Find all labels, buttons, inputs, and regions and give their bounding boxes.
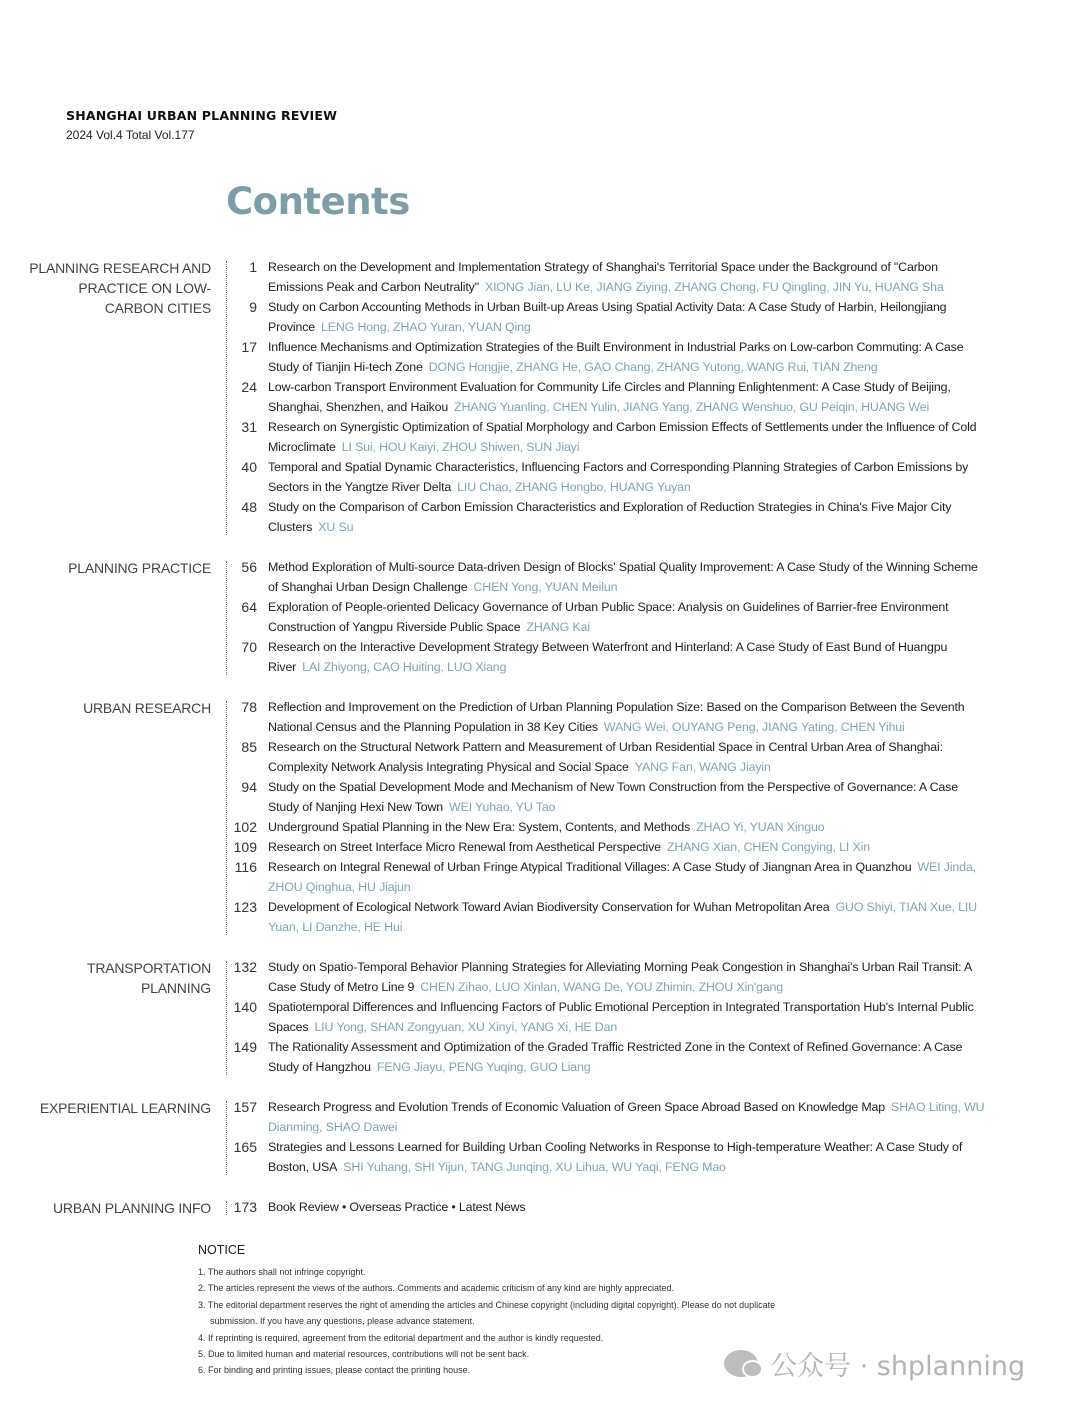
page-number: 64 — [241, 599, 257, 615]
entry-text — [268, 817, 990, 837]
entry-text — [268, 417, 990, 457]
page-number: 94 — [241, 779, 257, 795]
section-label: TRANSPORTATION PLANNING — [87, 960, 211, 996]
toc-entry[interactable] — [230, 297, 990, 337]
article-authors: WEI Yuhao, YU Tao — [449, 800, 556, 814]
toc-entry[interactable] — [230, 257, 990, 297]
page-number: 17 — [241, 339, 257, 355]
page-number: 165 — [233, 1139, 257, 1155]
article-authors: XU Su — [318, 520, 354, 534]
toc-entry[interactable] — [230, 997, 990, 1037]
article-authors: SHI Yuhang, SHI Yijun, TANG Junqing, XU Lihua, WU Yaqi, FENG Mao — [343, 1160, 726, 1174]
notice-item: submission. If you have any questions, please advance statement. — [210, 1316, 475, 1327]
section-divider — [226, 1101, 227, 1175]
article-authors: CHEN Yong, YUAN Meilun — [473, 580, 618, 594]
watermark — [724, 1344, 1025, 1383]
entry-text — [268, 1137, 990, 1177]
article-authors: LENG Hong, ZHAO Yuran, YUAN Qing — [321, 320, 531, 334]
page-number: 24 — [241, 379, 257, 395]
entry-text — [268, 957, 990, 997]
page-number: 78 — [241, 699, 257, 715]
page-number: 56 — [241, 559, 257, 575]
article-title: Influence Mechanisms and Optimization Strategies of the Built Environment in Industrial Parks on Low-carbon Commuting: A Case Study of Tianjin Hi-tech Zone — [268, 340, 964, 374]
article-title: Study on the Spatial Development Mode and Mechanism of New Town Construction from the Perspective of Governance: A Case Study of Nanjing Hexi New Town — [268, 780, 958, 814]
entry-text — [268, 997, 990, 1037]
article-authors: WANG Wei, OUYANG Peng, JIANG Yating, CHEN Yihui — [603, 720, 905, 734]
article-authors: WEI Jinda, ZHOU Qinghua, HU Jiajun — [268, 860, 976, 894]
section-label: PLANNING RESEARCH AND PRACTICE ON LOW-CARBON CITIES — [29, 260, 211, 316]
article-authors: ZHANG Yuanling, CHEN Yulin, JIANG Yang, ZHANG Wenshuo, GU Peiqin, HUANG Wei — [454, 400, 930, 414]
entry-text — [268, 1037, 990, 1077]
article-title: Research Progress and Evolution Trends of Economic Valuation of Green Space Abroad Based on Knowledge Map — [268, 1100, 886, 1114]
article-title: Study on Spatio-Temporal Behavior Planning Strategies for Alleviating Morning Peak Congestion in Shanghai's Urban Rail Transit: A Case Study of Metro Line 9 — [268, 960, 972, 994]
toc-entry[interactable] — [230, 897, 990, 937]
article-title: Low-carbon Transport Environment Evaluation for Community Life Circles and Planning Enlightenment: A Case Study of Beijing, Shanghai, Shenzhen, and Haikou — [268, 380, 951, 414]
entry-text — [268, 557, 990, 597]
entry-text — [268, 837, 990, 857]
article-title: Exploration of People-oriented Delicacy Governance of Urban Public Space: Analysis on Guidelines of Barrier-free Environment Construction of Yangpu Riverside Public Space — [268, 600, 949, 634]
entry-text — [268, 497, 990, 537]
notice-item: 3. The editorial department reserves the right of amending the articles and Chinese copyright (including digital copyright). Please do not duplicate — [198, 1299, 776, 1310]
notice-item: 6. For binding and printing issues, please contact the printing house. — [198, 1365, 471, 1376]
article-title: Method Exploration of Multi-source Data-driven Design of Blocks' Spatial Quality Improvement: A Case Study of the Winning Scheme of Shanghai Urban Design Challenge — [268, 560, 978, 594]
entry-text — [268, 777, 990, 817]
article-authors: LI Sui, HOU Kaiyi, ZHOU Shiwen, SUN Jiayi — [341, 440, 580, 454]
article-title: Strategies and Lessons Learned for Building Urban Cooling Networks in Response to High-temperature Weather: A Case Study of Boston, USA — [268, 1140, 963, 1174]
table-of-contents — [0, 257, 1080, 1237]
section-label: EXPERIENTIAL LEARNING — [39, 1100, 211, 1116]
article-title: Study on the Comparison of Carbon Emission Characteristics and Exploration of Reduction Strategies in China's Five Major City Clusters — [268, 500, 952, 534]
toc-section — [0, 957, 1080, 1077]
page-number: 109 — [233, 839, 257, 855]
article-title: The Rationality Assessment and Optimization of the Graded Traffic Restricted Zone in the Context of Refined Governance: A Case Study of Hangzhou — [268, 1040, 963, 1074]
article-title: Research on Street Interface Micro Renewal from Aesthetical Perspective — [268, 840, 661, 854]
notice-title: NOTICE — [198, 1243, 246, 1257]
toc-entry[interactable] — [230, 957, 990, 997]
article-title: Reflection and Improvement on the Prediction of Urban Planning Population Size: Based on the Comparison Between the Seventh National Census and the Planning Population in 38 Key Cities — [268, 700, 965, 734]
page-number: 149 — [233, 1039, 257, 1055]
toc-entry[interactable] — [230, 837, 990, 857]
entry-text — [268, 1097, 990, 1137]
entry-text — [268, 337, 990, 377]
article-title: Research on Synergistic Optimization of Spatial Morphology and Carbon Emission Effects of Settlements under the Influence of Cold Microclimate — [268, 420, 977, 454]
article-authors: LAI Zhiyong, CAO Huiting, LUO Xiang — [302, 660, 507, 674]
notice-item: 1. The authors shall not infringe copyright. — [198, 1267, 366, 1277]
toc-entry[interactable] — [230, 1197, 990, 1217]
section-divider — [226, 261, 227, 535]
toc-entry[interactable] — [230, 1137, 990, 1177]
toc-entry[interactable] — [230, 377, 990, 417]
section-label: URBAN RESEARCH — [83, 700, 211, 716]
toc-entry[interactable] — [230, 697, 990, 737]
page-number: 132 — [233, 959, 257, 975]
entry-text — [268, 897, 990, 937]
page-number: 123 — [233, 899, 257, 915]
notice-item: 5. Due to limited human and material resources, contributions will not be sent back. — [198, 1349, 530, 1360]
toc-entry[interactable] — [230, 417, 990, 457]
toc-entry[interactable] — [230, 777, 990, 817]
page-number: 1 — [249, 259, 257, 275]
article-authors: ZHANG Kai — [526, 620, 590, 634]
page-number: 9 — [249, 299, 257, 315]
entry-text — [268, 737, 990, 777]
page-number: 48 — [241, 499, 257, 515]
toc-entry[interactable] — [230, 637, 990, 677]
page-number: 102 — [233, 819, 257, 835]
notice-item: 4. If reprinting is required, agreement from the editorial department and the author is kindly requested. — [198, 1332, 604, 1343]
article-authors: YANG Fan, WANG Jiayin — [634, 760, 771, 774]
toc-entry[interactable] — [230, 857, 990, 897]
section-divider — [226, 701, 227, 935]
section-divider — [226, 961, 227, 1075]
article-authors: CHEN Zihao, LUO Xinlan, WANG De, YOU Zhimin, ZHOU Xin'gang — [420, 980, 783, 994]
article-title: Study on Carbon Accounting Methods in Urban Built-up Areas Using Spatial Activity Data: A Case Study of Harbin, Heilongjiang Province — [268, 300, 947, 334]
toc-entry[interactable] — [230, 337, 990, 377]
article-authors: LIU Yong, SHAN Zongyuan, XU Xinyi, YANG Xi, HE Dan — [314, 1020, 618, 1034]
article-title: Research on the Development and Implementation Strategy of Shanghai's Territorial Space under the Background of "Carbon Emissions Peak and Carbon Neutrality" — [268, 260, 938, 294]
toc-entry[interactable] — [230, 737, 990, 777]
entry-text — [268, 597, 990, 637]
entry-text — [268, 697, 990, 737]
journal-name: SHANGHAI URBAN PLANNING REVIEW — [66, 108, 338, 123]
toc-entry[interactable] — [230, 557, 990, 597]
article-authors: SHAO Liting, WU Dianming, SHAO Dawei — [268, 1100, 985, 1134]
wechat-icon — [724, 1350, 758, 1377]
article-title: Underground Spatial Planning in the New Era: System, Contents, and Methods — [268, 820, 691, 834]
entry-text — [268, 377, 990, 417]
article-authors: FENG Jiayu, PENG Yuqing, GUO Liang — [376, 1060, 591, 1074]
journal-volume: 2024 Vol.4 Total Vol.177 — [66, 128, 195, 142]
page-number: 173 — [233, 1199, 257, 1215]
article-title: Book Review • Overseas Practice • Latest News — [268, 1200, 526, 1214]
section-divider — [226, 561, 227, 675]
article-title: Research on the Interactive Development Strategy Between Waterfront and Hinterland: A Case Study of East Bund of Huangpu River — [268, 640, 948, 674]
notice — [198, 1243, 775, 1379]
entry-text — [268, 857, 990, 897]
article-title: Research on Integral Renewal of Urban Fringe Atypical Traditional Villages: A Case Study of Jiangnan Area in Quanzhou — [268, 860, 912, 874]
page-number: 116 — [234, 859, 257, 875]
article-authors: XIONG Jian, LU Ke, JIANG Ziying, ZHANG Chong, FU Qingling, JIN Yu, HUANG Sha — [484, 280, 944, 294]
article-title: Research on the Structural Network Pattern and Measurement of Urban Residential Space in Central Urban Area of Shanghai: Complexity Network Analysis Integrating Physical and Social Space — [268, 740, 943, 774]
toc-entry[interactable] — [230, 1097, 990, 1137]
article-authors: ZHANG Xian, CHEN Congying, LI Xin — [666, 840, 870, 854]
section-label: PLANNING PRACTICE — [68, 560, 211, 576]
page-number: 157 — [233, 1099, 257, 1115]
page-number: 70 — [241, 639, 257, 655]
article-title: Temporal and Spatial Dynamic Characteristics, Influencing Factors and Corresponding Planning Strategies of Carbon Emissions by Sectors in the Yangtze River Delta — [268, 460, 969, 494]
article-title: Development of Ecological Network Toward Avian Biodiversity Conservation for Wuhan Metropolitan Area — [268, 900, 830, 914]
section-divider — [226, 1201, 227, 1215]
article-authors: ZHAO Yi, YUAN Xinguo — [696, 820, 825, 834]
entry-text — [268, 297, 990, 337]
entry-text — [268, 1197, 990, 1217]
notice-list — [198, 1264, 775, 1379]
section-label: URBAN PLANNING INFO — [53, 1200, 211, 1216]
page-number: 140 — [233, 999, 257, 1015]
journal-header — [66, 108, 337, 142]
page-number: 40 — [241, 459, 257, 475]
toc-section — [0, 1197, 1080, 1217]
article-authors: GUO Shiyi, TIAN Xue, LIU Yuan, LI Danzhe, HE Hui — [268, 900, 977, 934]
entry-text — [268, 457, 990, 497]
contents-title: Contents — [226, 180, 410, 223]
entry-text — [268, 257, 990, 297]
article-authors: DONG Hongjie, ZHANG He, GAO Chang, ZHANG Yutong, WANG Rui, TIAN Zheng — [428, 360, 878, 374]
article-title: Spatiotemporal Differences and Influencing Factors of Public Emotional Perception in Integrated Transportation Hub's Internal Public Spaces — [268, 1000, 974, 1034]
toc-section — [0, 697, 1080, 937]
article-authors: LIU Chao, ZHANG Hongbo, HUANG Yuyan — [457, 480, 691, 494]
toc-entry[interactable] — [230, 597, 990, 637]
toc-entry[interactable] — [230, 497, 990, 537]
entry-text — [268, 637, 990, 677]
toc-entry[interactable] — [230, 457, 990, 497]
toc-entry[interactable] — [230, 1037, 990, 1077]
toc-section — [0, 1097, 1080, 1177]
toc-section — [0, 257, 1080, 537]
toc-section — [0, 557, 1080, 677]
watermark-text: 公众号 · shplanning — [770, 1351, 1026, 1382]
notice-item: 2. The articles represent the views of the authors. Comments and academic criticism of any kind are highly appreciated. — [198, 1283, 675, 1294]
page-number: 85 — [241, 739, 257, 755]
toc-entry[interactable] — [230, 817, 990, 837]
page-number: 31 — [241, 419, 257, 435]
